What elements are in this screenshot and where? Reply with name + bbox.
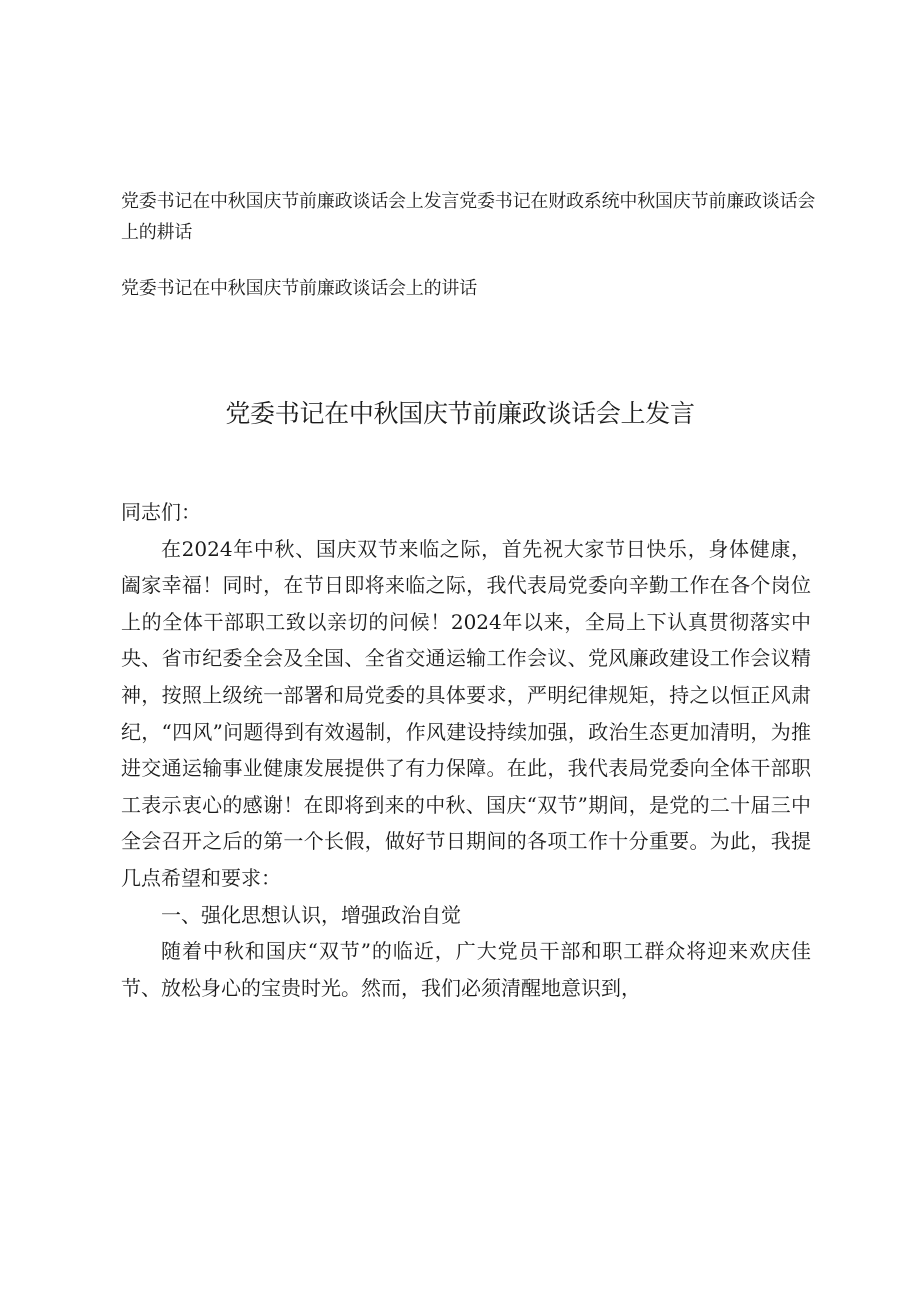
paragraph-section-1: 随着中秋和国庆“双节”的临近，广大党员干部和职工群众将迎来欢庆佳节、放松身心的宝贵时光。然而，我们必须清醒地意识到，	[121, 939, 811, 1000]
section-heading-1: 一、强化思想认识，增强政治自觉	[161, 902, 461, 927]
document-body	[121, 494, 811, 1006]
toc-entry-2: 党委书记在中秋国庆节前廉政谈话会上的讲话	[121, 278, 477, 299]
toc-entry-1: 党委书记在中秋国庆节前廉政谈话会上发言党委书记在财政系统中秋国庆节前廉政谈话会上的耕话	[121, 191, 816, 243]
salutation: 同志们：	[121, 500, 201, 524]
document-title: 党委书记在中秋国庆节前廉政谈话会上发言	[225, 399, 695, 428]
paragraph-intro: 在2024年中秋、国庆双节来临之际，首先祝大家节日快乐，身体健康，阖家幸福！同时，在节日即将来临之际，我代表局党委向辛勤工作在各个岗位上的全体干部职工致以亲切的问候！2024年以来，全局上下认真贯彻落实中央、省市纪委全会及全国、全省交通运输工作会议、党风廉政建设工作会议精神，按照上级统一部署和局党委的具体要求，严明纪律规矩，持之以恒正风肃纪，“四风”问题得到有效遏制，作风建设持续加强，政治生态更加清明，为推进交通运输事业健康发展提供了有力保障。在此，我代表局党委向全体干部职工表示衷心的感谢！在即将到来的中秋、国庆“双节”期间，是党的二十届三中全会召开之后的第一个长假，做好节日期间的各项工作十分重要。为此，我提几点希望和要求：	[121, 536, 811, 890]
